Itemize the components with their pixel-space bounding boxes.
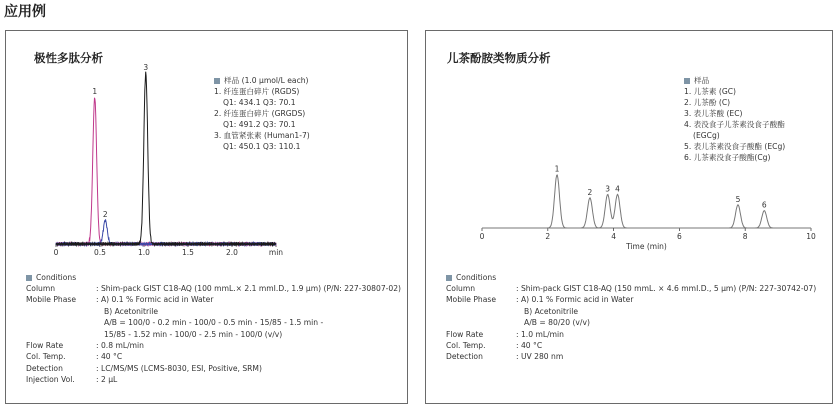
legend-item: 6. 儿茶素没食子酸酯(Cg) bbox=[684, 153, 771, 162]
condition-label: Detection bbox=[446, 352, 483, 362]
condition-value: : 40 °C bbox=[96, 352, 123, 362]
condition-value: : Shim-pack GIST C18-AQ (100 mmL.× 2.1 mmI.D., 1.9 μm) (P/N: 227-30807-02) bbox=[96, 284, 402, 293]
panel-title: 极性多肽分析 bbox=[34, 51, 103, 65]
condition-value: : 1.0 mL/min bbox=[516, 329, 564, 339]
x-tick-label: 10 bbox=[806, 232, 816, 241]
conditions-heading: Conditions bbox=[456, 273, 497, 282]
legend-item: 3. 表儿茶酸 (EC) bbox=[684, 109, 743, 118]
peak-label: 3 bbox=[143, 63, 149, 72]
condition-label: Flow Rate bbox=[446, 329, 484, 339]
x-tick-label: 0.5 bbox=[94, 248, 106, 257]
peak-label: 4 bbox=[615, 184, 620, 194]
condition-label: Col. Temp. bbox=[446, 341, 486, 351]
peak-label: 6 bbox=[761, 200, 767, 210]
peak-label: 1 bbox=[554, 164, 560, 174]
page-heading: 应用例 bbox=[4, 4, 46, 20]
panel-catechin bbox=[425, 30, 833, 404]
legend-item: 1. 儿茶素 (GC) bbox=[684, 87, 736, 96]
legend-square-icon bbox=[214, 78, 220, 84]
chromatogram-left bbox=[6, 31, 407, 271]
conditions-square-icon bbox=[446, 275, 452, 281]
condition-value: B) Acetonitrile bbox=[524, 306, 579, 316]
conditions-heading: Conditions bbox=[36, 273, 77, 282]
peak-label: 2 bbox=[587, 187, 593, 197]
condition-row bbox=[26, 374, 401, 385]
legend-square-icon bbox=[684, 78, 690, 84]
condition-label: Mobile Phase bbox=[26, 295, 76, 305]
condition-value: : 40 °C bbox=[516, 341, 543, 351]
condition-row bbox=[26, 351, 401, 362]
legend-item-detail: Q1: 434.1 Q3: 70.1 bbox=[223, 98, 296, 107]
x-tick-label: 1.0 bbox=[138, 248, 150, 257]
sample-legend-right bbox=[684, 75, 785, 163]
x-tick-label: 0 bbox=[479, 232, 485, 241]
legend-item: 3. 血管紧张素 (Human1-7) bbox=[214, 131, 310, 140]
x-tick-label: 4 bbox=[611, 232, 616, 241]
x-tick-label: 6 bbox=[677, 232, 682, 241]
legend-item-detail: Q1: 491.2 Q3: 70.1 bbox=[223, 120, 296, 129]
condition-value: A/B = 100/0 - 0.2 min - 100/0 - 0.5 min - 15/85 - 1.5 min - bbox=[104, 318, 324, 328]
legend-item: 2. 儿茶酚 (C) bbox=[684, 98, 731, 107]
panel-title: 儿茶酚胺类物质分析 bbox=[447, 51, 551, 65]
conditions-right bbox=[446, 272, 816, 363]
condition-value: B) Acetonitrile bbox=[104, 306, 159, 316]
condition-value: : LC/MS/MS (LCMS-8030, ESI, Positive, SRM) bbox=[96, 363, 262, 373]
peak-label: 1 bbox=[92, 86, 98, 96]
x-axis-title: Time (min) bbox=[626, 242, 667, 251]
condition-value: A/B = 80/20 (v/v) bbox=[524, 318, 590, 328]
condition-value: : A) 0.1 % Formic acid in Water bbox=[96, 295, 214, 305]
condition-row bbox=[446, 283, 816, 294]
x-tick-label: 1.5 bbox=[182, 248, 194, 257]
legend-item: 5. 表儿茶素没食子酸酯 (ECg) bbox=[684, 142, 786, 151]
x-tick-label: min bbox=[268, 248, 284, 257]
conditions-left bbox=[26, 272, 401, 386]
condition-value: : UV 280 nm bbox=[516, 352, 564, 362]
x-tick-label: 2.0 bbox=[226, 248, 238, 257]
condition-value: : A) 0.1 % Formic acid in Water bbox=[516, 295, 634, 305]
condition-value: : 2 μL bbox=[96, 375, 118, 385]
legend-heading: 样品 bbox=[694, 76, 710, 85]
condition-label: Column bbox=[446, 284, 476, 293]
condition-label: Detection bbox=[26, 363, 63, 373]
condition-row bbox=[446, 351, 816, 362]
x-tick-label: 0 bbox=[53, 248, 59, 257]
sample-legend-left bbox=[214, 75, 310, 152]
legend-item: 1. 纤连蛋白碎片 (RGDS) bbox=[214, 87, 300, 96]
condition-row bbox=[26, 363, 401, 374]
condition-row bbox=[26, 340, 401, 351]
legend-item: 4. 表没食子儿茶素没食子酸酯 bbox=[684, 120, 785, 129]
condition-row bbox=[26, 294, 401, 340]
x-tick-label: 8 bbox=[742, 232, 748, 241]
peak-label: 2 bbox=[102, 210, 108, 220]
condition-label: Mobile Phase bbox=[446, 295, 496, 305]
condition-row bbox=[26, 283, 401, 294]
legend-item: 2. 纤连蛋白碎片 (GRGDS) bbox=[214, 109, 306, 118]
condition-label: Flow Rate bbox=[26, 341, 64, 351]
condition-value: : 0.8 mL/min bbox=[96, 341, 144, 351]
legend-heading: 样品 (1.0 μmol/L each) bbox=[224, 76, 309, 85]
x-tick-label: 2 bbox=[545, 232, 551, 241]
condition-row bbox=[446, 294, 816, 328]
panel-polar-peptide bbox=[5, 30, 408, 404]
legend-item-detail: Q1: 450.1 Q3: 110.1 bbox=[223, 142, 301, 151]
condition-label: Injection Vol. bbox=[26, 375, 75, 385]
peak-label: 3 bbox=[605, 184, 611, 194]
peak-label: 5 bbox=[735, 194, 741, 204]
condition-value: 15/85 - 1.52 min - 100/0 - 2.5 min - 100/0 (v/v) bbox=[104, 329, 283, 339]
condition-value: : Shim-pack GIST C18-AQ (150 mmL. × 4.6 mmI.D., 5 μm) (P/N: 227-30742-07) bbox=[516, 284, 817, 293]
condition-label: Col. Temp. bbox=[26, 352, 66, 362]
condition-row bbox=[446, 340, 816, 351]
conditions-square-icon bbox=[26, 275, 32, 281]
condition-label: Column bbox=[26, 284, 56, 293]
legend-item-detail: (EGCg) bbox=[693, 131, 720, 140]
condition-row bbox=[446, 329, 816, 340]
